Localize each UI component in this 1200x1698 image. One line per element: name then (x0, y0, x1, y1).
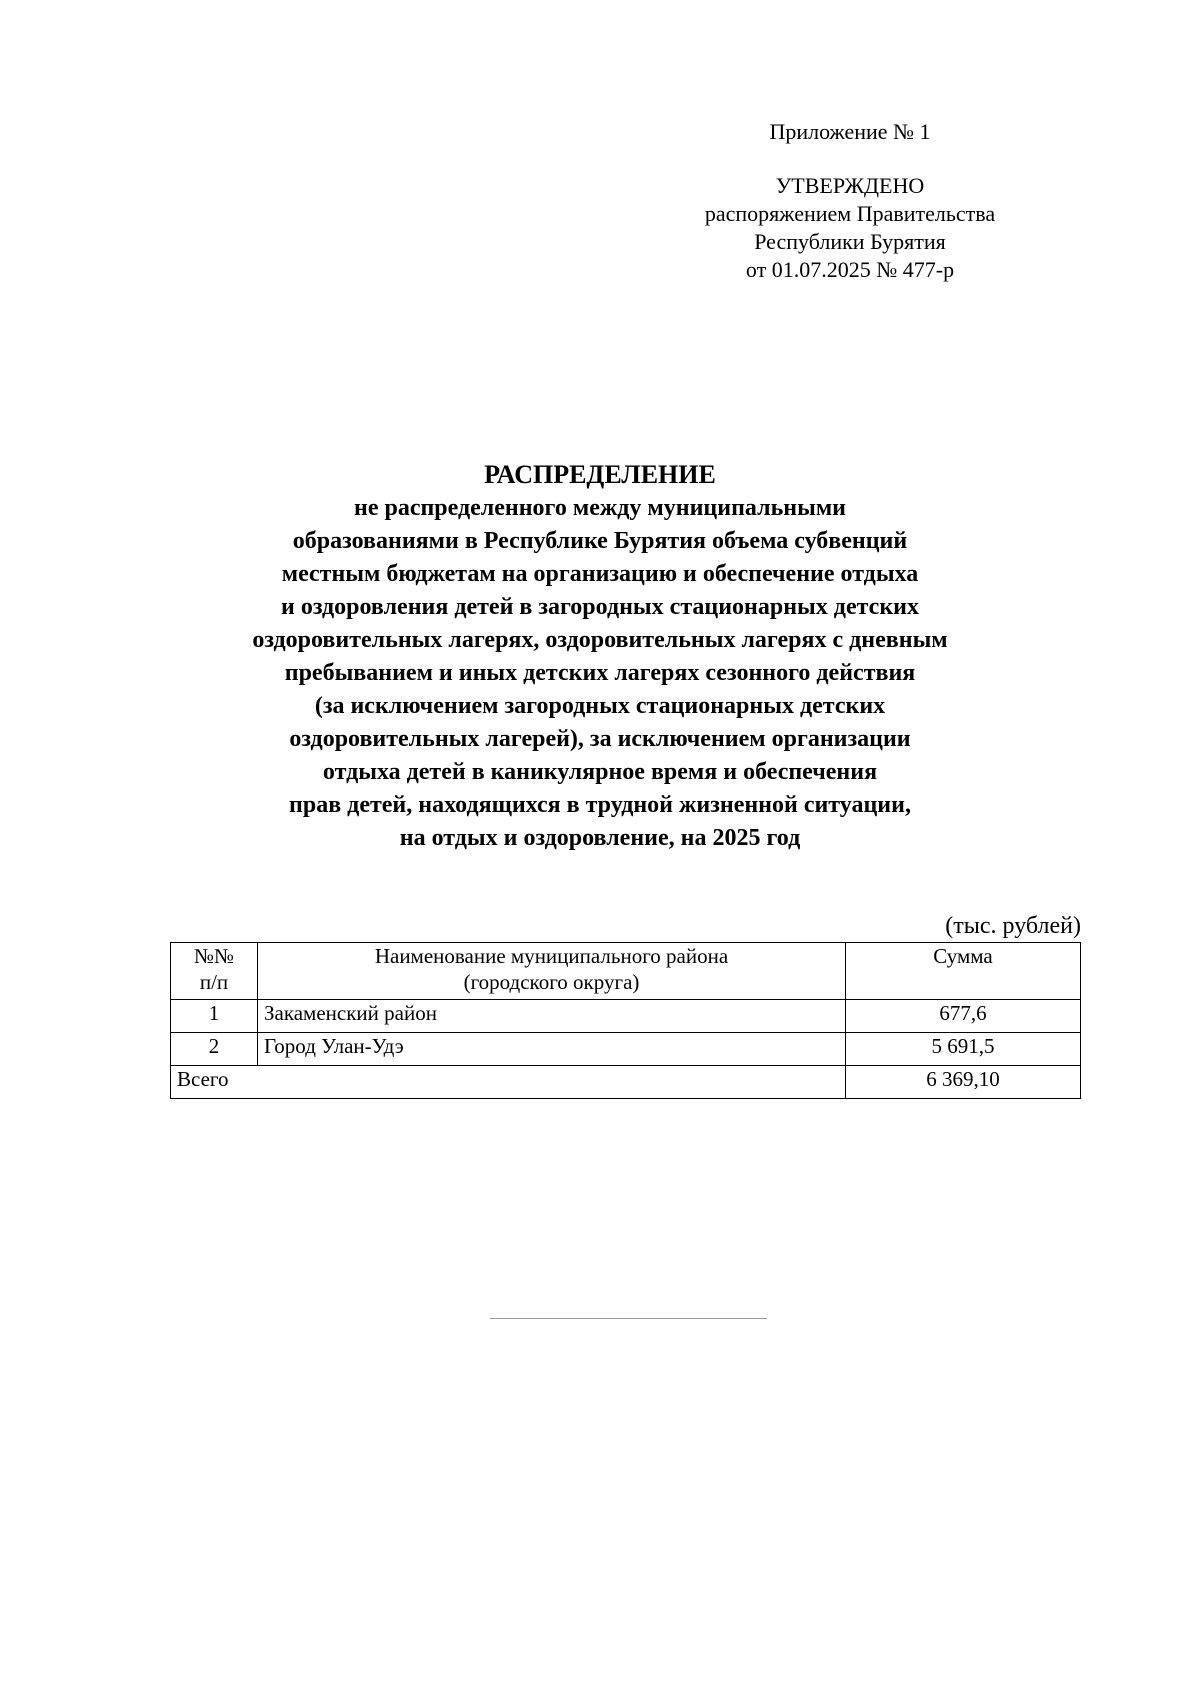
title-line: не распределенного между муниципальными (354, 495, 846, 521)
total-row (171, 1066, 1081, 1099)
table-row (171, 1033, 1081, 1066)
title-line: местным бюджетам на организацию и обеспечение отдыха (281, 561, 919, 587)
approved-by-line-1: распоряжением Правительства (704, 201, 996, 226)
header-name (258, 943, 846, 1000)
title-line: образованиями в Республике Бурятия объема субвенций (292, 528, 908, 554)
title-line: оздоровительных лагерях, оздоровительных лагерях с дневным (252, 627, 948, 653)
row-number: 2 (171, 1033, 258, 1066)
units-label: (тыс. рублей) (945, 913, 1081, 939)
row-name: Закаменский район (258, 1000, 846, 1033)
row-sum: 5 691,5 (846, 1033, 1081, 1066)
row-number: 1 (171, 1000, 258, 1033)
row-sum: 677,6 (846, 1000, 1081, 1033)
separator-line (490, 1318, 767, 1319)
header-number (171, 943, 258, 1000)
title-line: отдыха детей в каникулярное время и обеспечения (322, 759, 878, 785)
title-line: и оздоровления детей в загородных стационарных детских (281, 594, 919, 620)
title-line: на отдых и оздоровление, на 2025 год (399, 825, 801, 851)
appendix-label: Приложение № 1 (769, 119, 931, 144)
header-number-line-2: п/п (199, 970, 229, 994)
approved-reference: от 01.07.2025 № 477-р (745, 257, 955, 282)
header-name-line-2: (городского округа) (463, 970, 640, 994)
header-sum: Сумма (846, 943, 1081, 1000)
total-label: Всего (171, 1066, 846, 1099)
title-line: оздоровительных лагерей), за исключением организации (289, 726, 911, 752)
title-heading: РАСПРЕДЕЛЕНИЕ (484, 460, 716, 489)
approval-stamp (700, 172, 1000, 284)
header-number-line-1: №№ (193, 944, 235, 968)
approved-label: УТВЕРЖДЕНО (775, 173, 925, 198)
title-line: (за исключением загородных стационарных детских (314, 693, 886, 719)
table-header-row (171, 943, 1081, 1000)
approved-by-line-2: Республики Бурятия (754, 229, 946, 254)
table-row (171, 1000, 1081, 1033)
row-name: Город Улан-Удэ (258, 1033, 846, 1066)
title-line: прав детей, находящихся в трудной жизненной ситуации, (289, 792, 911, 818)
title-line: пребыванием и иных детских лагерях сезонного действия (284, 660, 916, 686)
header-name-line-1: Наименование муниципального района (374, 944, 729, 968)
distribution-table (170, 942, 1081, 1099)
document-title (150, 458, 1050, 855)
total-sum: 6 369,10 (846, 1066, 1081, 1099)
